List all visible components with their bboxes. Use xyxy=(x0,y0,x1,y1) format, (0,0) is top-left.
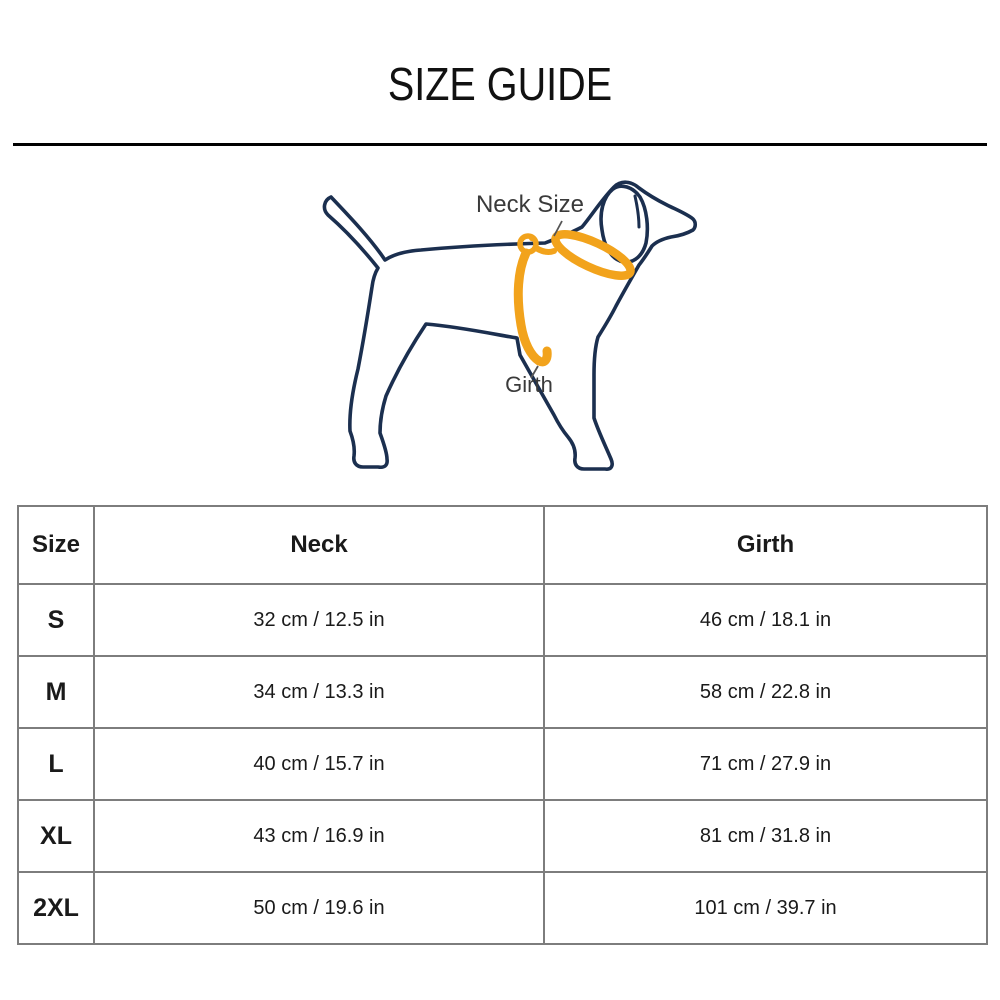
header-girth: Girth xyxy=(544,506,987,584)
girth-value: 58 cm / 22.8 in xyxy=(544,656,987,728)
girth-value: 71 cm / 27.9 in xyxy=(544,728,987,800)
harness-ring-knot xyxy=(529,235,535,241)
girth-label: Girth xyxy=(505,372,553,397)
neck-value: 32 cm / 12.5 in xyxy=(94,584,544,656)
size-value: S xyxy=(18,584,94,656)
table-row xyxy=(18,800,987,872)
size-value: 2XL xyxy=(18,872,94,944)
girth-value: 101 cm / 39.7 in xyxy=(544,872,987,944)
girth-value: 81 cm / 31.8 in xyxy=(544,800,987,872)
table-row xyxy=(18,872,987,944)
size-table xyxy=(17,505,988,945)
size-value: M xyxy=(18,656,94,728)
table-row xyxy=(18,584,987,656)
table-row xyxy=(18,728,987,800)
size-value: L xyxy=(18,728,94,800)
dog-measurement-diagram xyxy=(295,175,715,495)
girth-value: 46 cm / 18.1 in xyxy=(544,584,987,656)
neck-value: 50 cm / 19.6 in xyxy=(94,872,544,944)
table-header-row xyxy=(18,506,987,584)
neck-size-label: Neck Size xyxy=(475,191,585,218)
page-title: SIZE GUIDE xyxy=(387,58,613,110)
title-divider xyxy=(13,143,987,146)
dog-diagram-svg xyxy=(295,175,715,495)
neck-value: 34 cm / 13.3 in xyxy=(94,656,544,728)
size-value: XL xyxy=(18,800,94,872)
header-neck: Neck xyxy=(94,506,544,584)
table-row xyxy=(18,656,987,728)
neck-value: 43 cm / 16.9 in xyxy=(94,800,544,872)
neck-value: 40 cm / 15.7 in xyxy=(94,728,544,800)
header-size: Size xyxy=(18,506,94,584)
